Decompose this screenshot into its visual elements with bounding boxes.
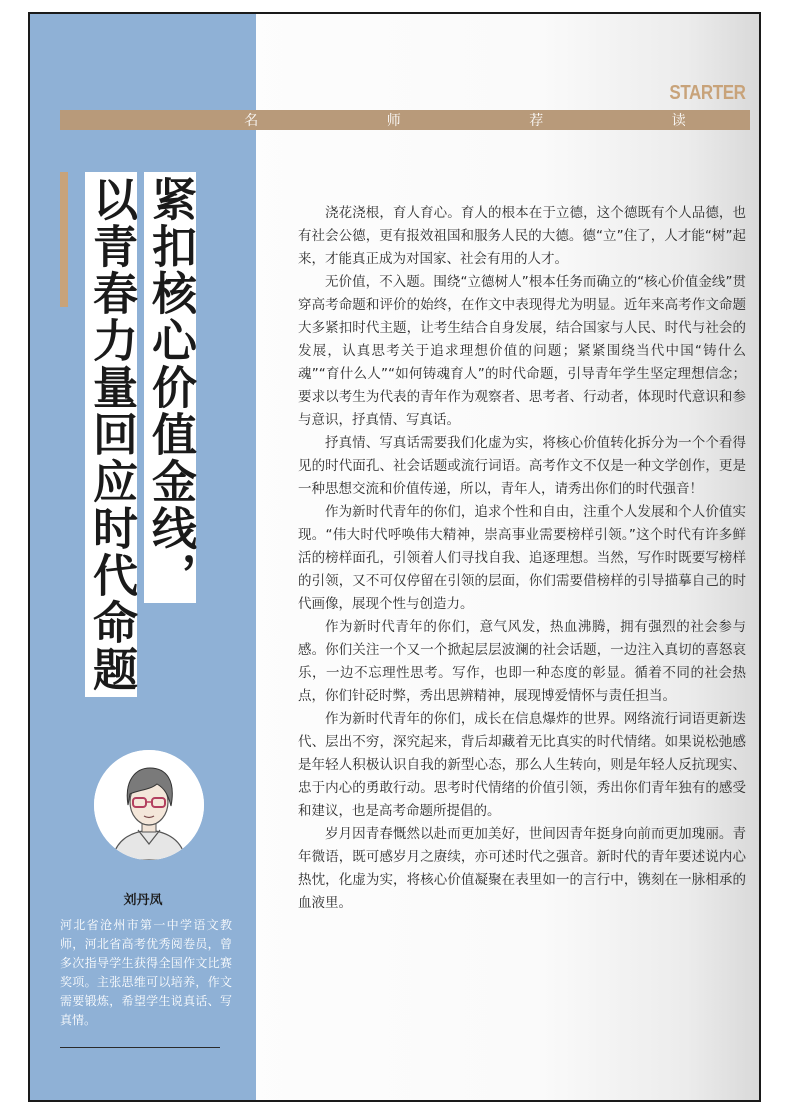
article-body [298,202,746,915]
banner-char: 荐 [529,113,544,129]
column-banner [60,110,750,130]
article-title-line1: 紧扣核心价值金线， [144,172,196,603]
section-label: STARTER [668,82,745,104]
body-paragraph: 岁月因青春慨然以赴而更加美好，世间因青年挺身向前而更加瑰丽。青年微语，既可感岁月之赓续，亦可述时代之强音。新时代的青年要述说内心热忱，化虚为实，将核心价值凝聚在表里如一的言行中，镌刻在一脉相承的血液里。 [298,826,746,911]
article-title-line2: 以青春力量回应时代命题 [85,172,137,697]
banner-char: 读 [671,113,686,129]
author-portrait [94,750,204,860]
bio-divider [60,1047,220,1048]
body-paragraph: 浇花浇根，育人育心。育人的根本在于立德，这个德既有个人品德，也有社会公德，更有报效祖国和服务人民的大德。德“立”住了，人才能“树”起来，才能真正成为对国家、社会有用的人才。 [298,205,746,267]
author-name: 刘丹凤 [123,893,163,908]
body-paragraph: 作为新时代青年的你们，意气风发，热血沸腾，拥有强烈的社会参与感。你们关注一个又一个掀起层层波澜的社会话题，一边注入真切的喜怒哀乐，一边不忘理性思考。写作，也即一种态度的彰显。循着不同的社会热点，你们针砭时弊，秀出思辨精神，展现博爱情怀与责任担当。 [298,619,746,704]
banner-char: 名 [244,113,259,129]
author-bio: 河北省沧州市第一中学语文教师，河北省高考优秀阅卷员，曾多次指导学生获得全国作文比赛奖项。主张思维可以培养，作文需要锻炼，希望学生说真话、写真情。 [60,918,232,1027]
body-paragraph: 作为新时代青年的你们，成长在信息爆炸的世界。网络流行词语更新迭代、层出不穷，深究起来，背后却藏着无比真实的时代情绪。如果说松弛感是年轻人积极认识自我的新型心态，那么人生转向，则是年轻人反抗现实、忠于内心的勇敢行动。思考时代情绪的价值引领，秀出你们青年独有的感受和建议，也是高考命题所提倡的。 [298,711,746,819]
body-paragraph: 抒真情、写真话需要我们化虚为实，将核心价值转化拆分为一个个看得见的时代面孔、社会话题或流行词语。高考作文不仅是一种文学创作，更是一种思想交流和价值传递，所以，青年人，请秀出你们的时代强音！ [298,435,746,497]
body-paragraph: 无价值，不入题。围绕“立德树人”根本任务而确立的“核心价值金线”贯穿高考命题和评价的始终，在作文中表现得尤为明显。近年来高考作文命题大多紧扣时代主题，让考生结合自身发展，结合国家与人民、时代与社会的发展，认真思考关于追求理想价值的问题；紧紧围绕当代中国“铸什么魂”“育什么人”“如何铸魂育人”的时代命题，引导青年学生坚定理想信念；要求以考生为代表的青年作为观察者、思考者、行动者，体现时代意识和参与意识，抒真情、写真话。 [298,274,746,428]
page-frame [28,12,761,1102]
banner-char: 师 [386,113,401,129]
title-accent-bar [60,172,68,307]
author-portrait-illustration [94,750,204,860]
body-paragraph: 作为新时代青年的你们，追求个性和自由，注重个人发展和个人价值实现。“伟大时代呼唤伟大精神，崇高事业需要榜样引领。”这个时代有许多鲜活的榜样面孔，引领着人们寻找自我、追逐理想。当然，写作时既要写榜样的引领，又不可仅停留在引领的层面，你们需要借榜样的引导描摹自己的时代画像，展现个性与创造力。 [298,504,746,612]
